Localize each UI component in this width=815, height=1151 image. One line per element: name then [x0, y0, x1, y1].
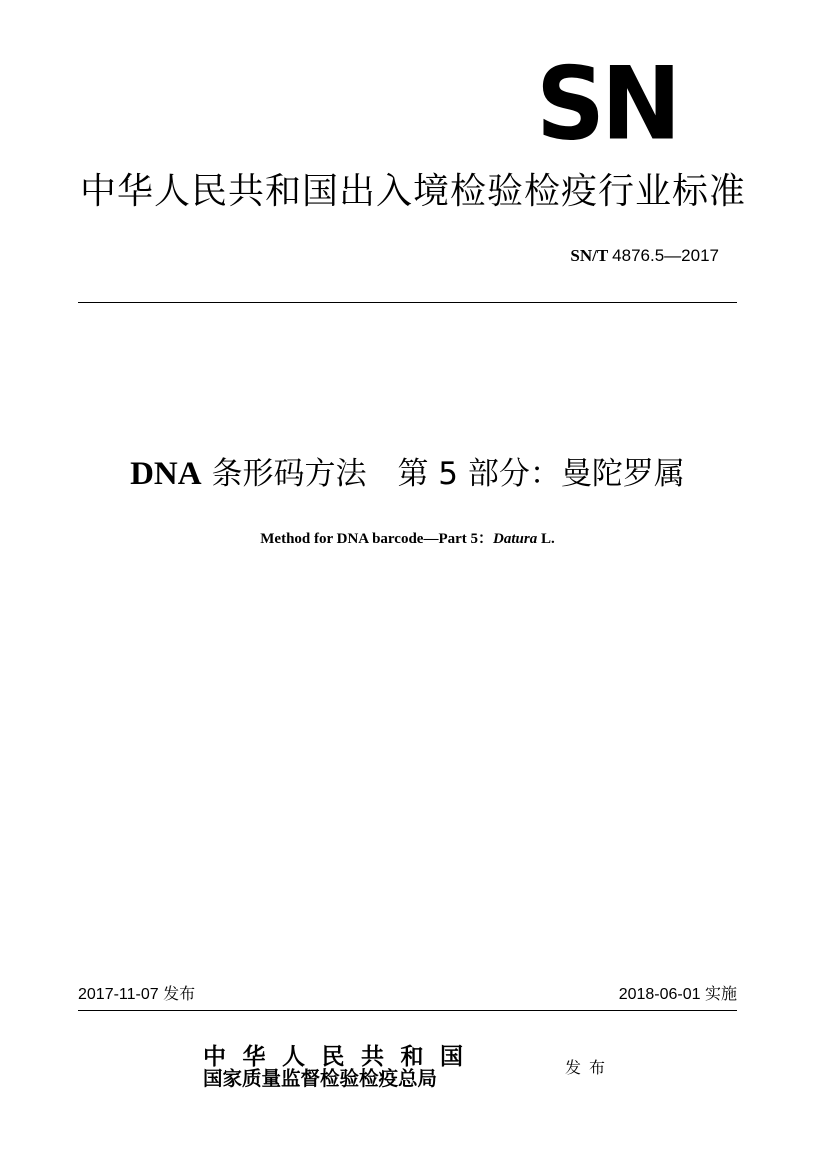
chinese-title-prefix: DNA	[130, 456, 202, 492]
issue-label: 发布	[565, 1058, 614, 1077]
english-title-prefix: Method for DNA barcode—Part 5：	[260, 531, 494, 547]
implementation-date: 2018-06-01 实施	[618, 986, 737, 1003]
standard-number	[570, 244, 719, 268]
sn-logo: SN	[536, 45, 678, 163]
top-divider	[78, 302, 737, 303]
english-title	[0, 528, 815, 550]
issuer-country: 中华人民共和国	[203, 1043, 480, 1070]
issuing-org-title: 中华人民共和国出入境检验检疫行业标准	[80, 171, 747, 212]
standard-code: SN/T	[570, 246, 608, 265]
standard-number-value: 4876.5—2017	[612, 246, 719, 265]
chinese-title-main: 条形码方法 第 5 部分：曼陀罗属	[201, 456, 685, 492]
issuer-agency: 国家质量监督检验检疫总局	[203, 1067, 438, 1090]
english-title-genus: Datura	[493, 531, 538, 547]
chinese-title	[0, 452, 815, 496]
issue-date: 2017-11-07 发布	[78, 986, 196, 1003]
english-title-suffix: L.	[537, 531, 555, 547]
bottom-divider	[78, 1010, 737, 1011]
